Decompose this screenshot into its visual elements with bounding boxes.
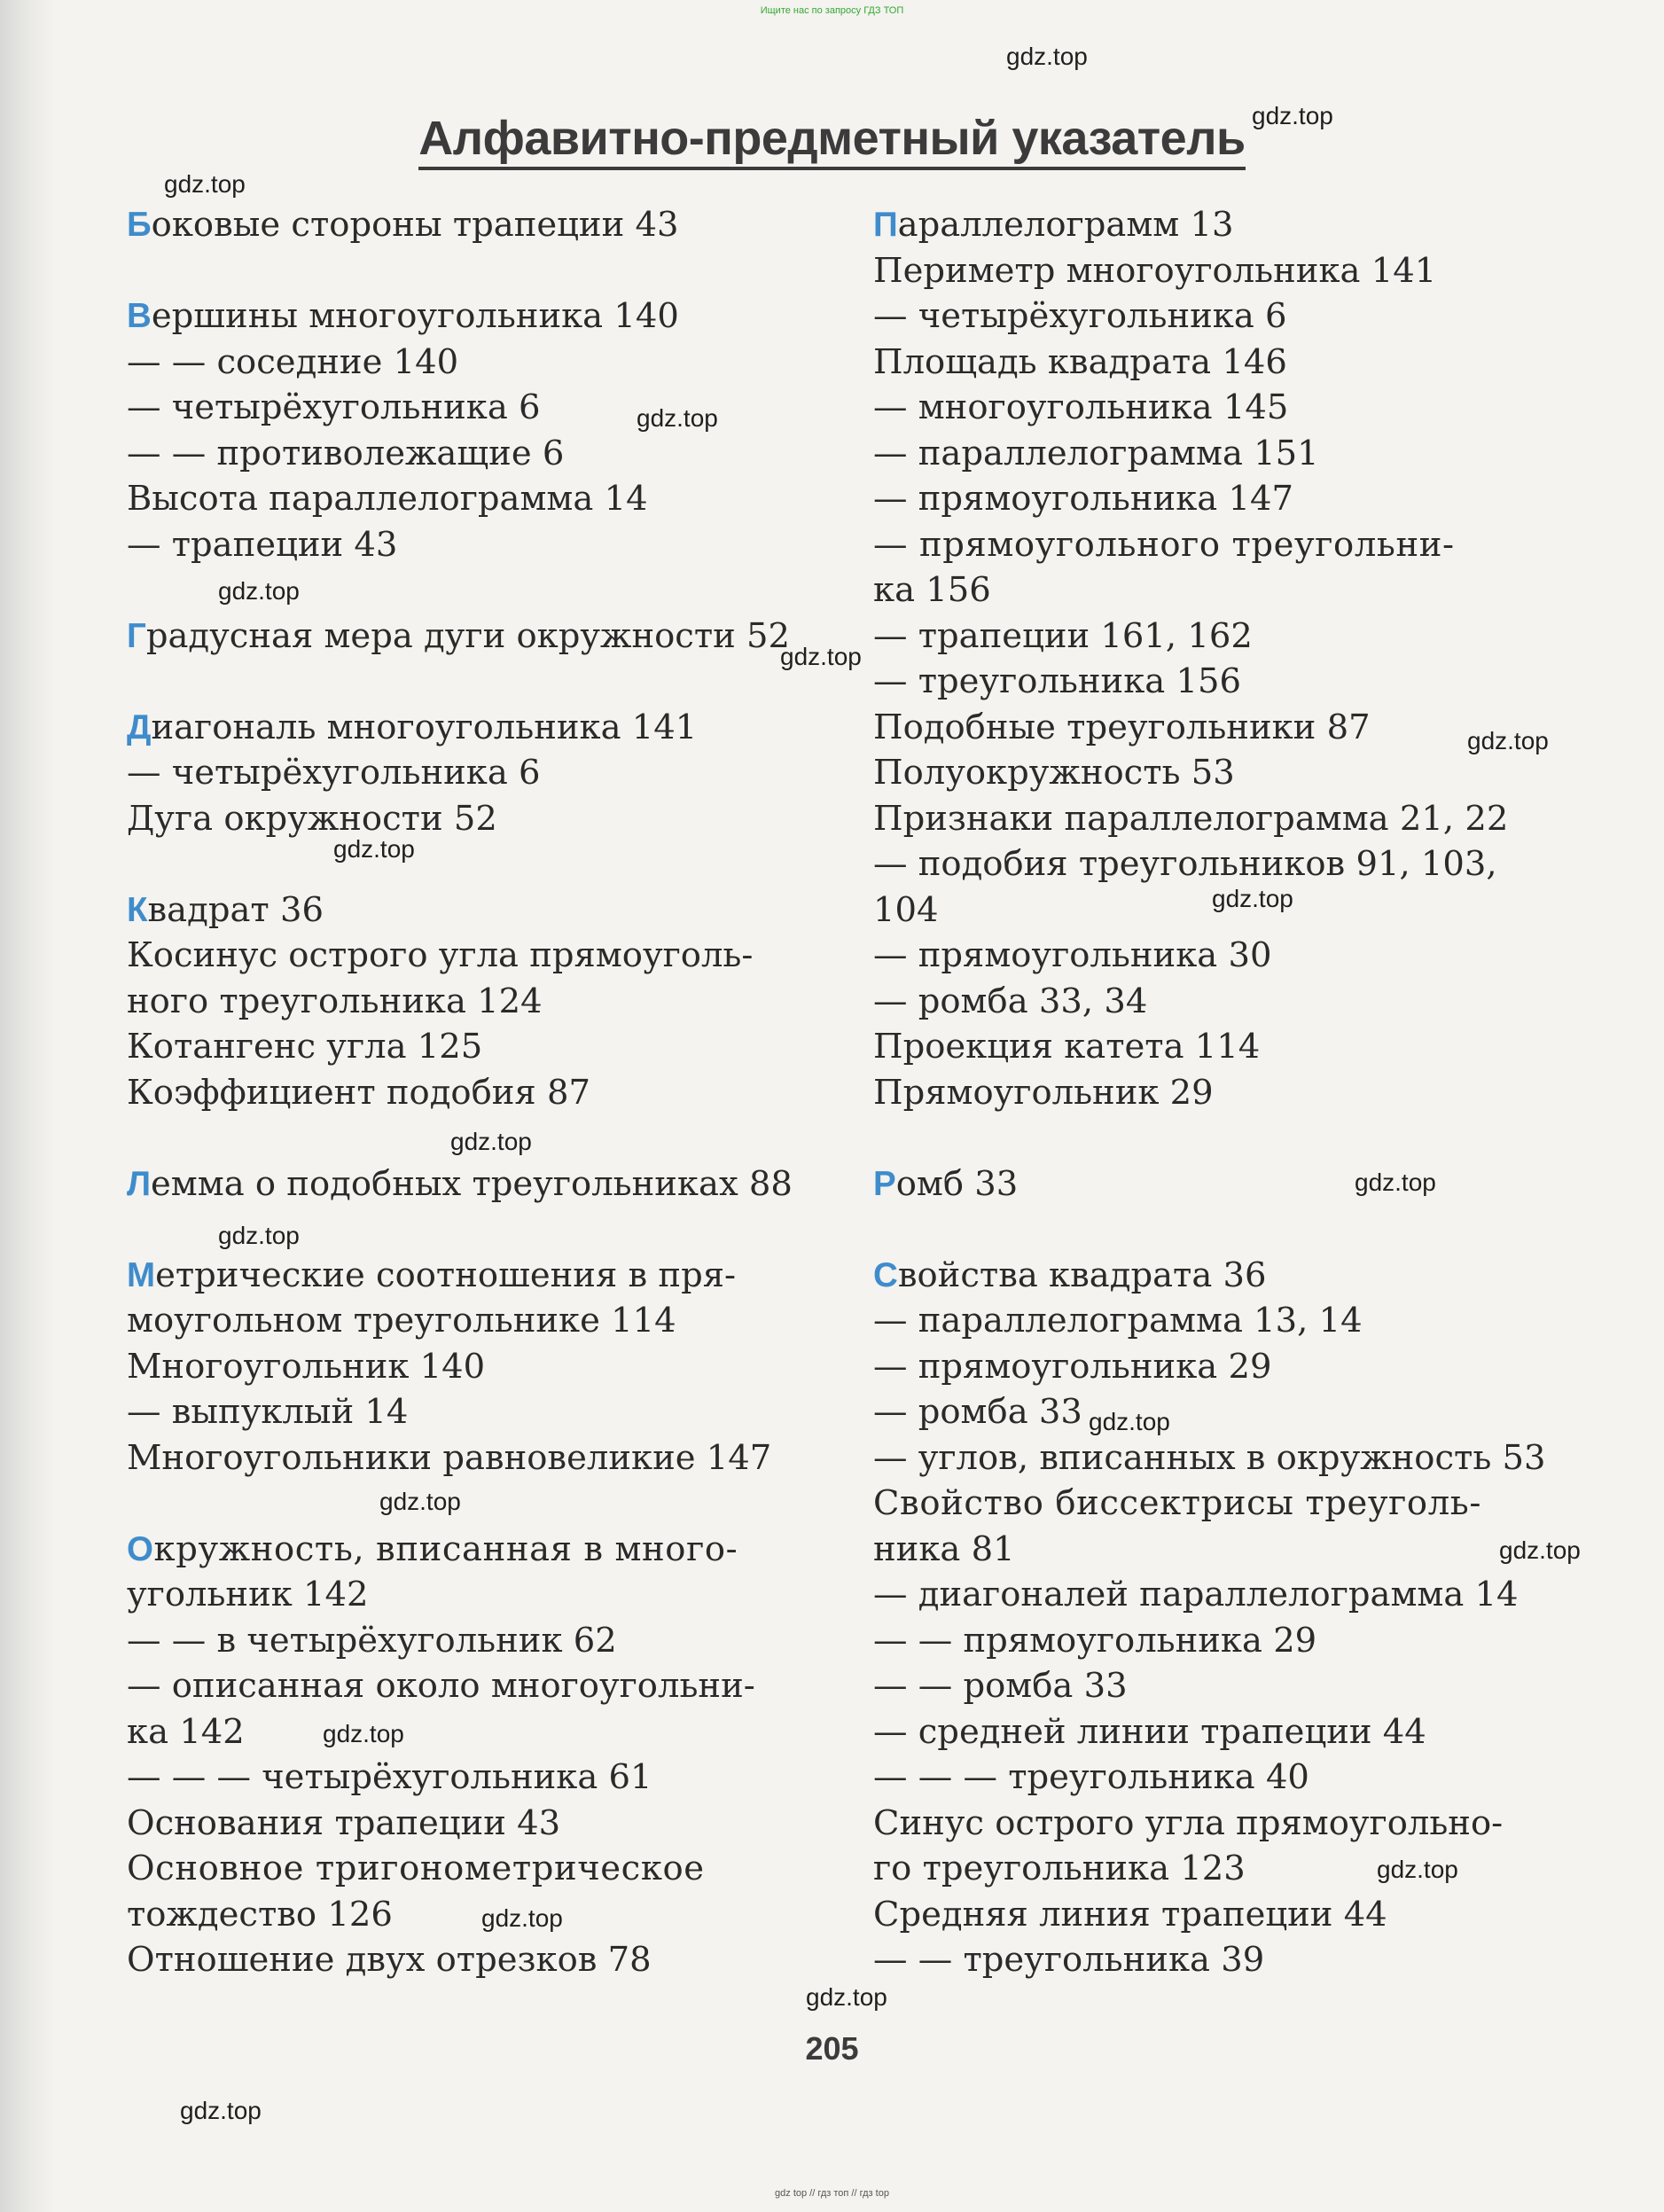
- index-entry: — — прямоугольника 29: [873, 1620, 1317, 1661]
- index-entry: — — — четырёхугольника 61: [127, 1757, 652, 1797]
- index-entry: Основное тригонометрическое: [127, 1849, 705, 1888]
- watermark: gdz.top: [218, 1222, 300, 1249]
- index-entry: ка 156: [873, 570, 991, 610]
- index-entry: — описанная около многоугольни-: [127, 1666, 755, 1706]
- index-entry: — четырёхугольника 6: [127, 387, 541, 427]
- index-entry: Синус острого угла прямоугольно-: [873, 1802, 1504, 1843]
- index-entry: — — в четырёхугольник 62: [127, 1620, 617, 1661]
- index-entry: [127, 293, 765, 340]
- index-entry: ника 81: [873, 1528, 1015, 1569]
- section-initial-letter: В: [127, 297, 152, 335]
- index-entry: [127, 202, 765, 248]
- index-entry: — параллелограмма 151: [873, 433, 1319, 473]
- index-entry: Проекция катета 114: [873, 1027, 1261, 1067]
- index-entry: — — противолежащие 6: [127, 433, 565, 473]
- index-entry: — прямоугольника 147: [873, 479, 1293, 519]
- index-entry-text: кружность, вписанная в много-: [153, 1528, 738, 1569]
- watermark: gdz.top: [333, 835, 415, 863]
- index-entry: ка 142: [127, 1711, 245, 1752]
- index-entry: [127, 705, 765, 751]
- section-initial-letter: Б: [127, 206, 152, 244]
- section-gap: [127, 1115, 765, 1161]
- index-entry: Коэффициент подобия 87: [127, 1072, 590, 1113]
- index-entry-text: ершины многоугольника 140: [151, 296, 679, 336]
- watermark: gdz.top: [1252, 102, 1333, 129]
- index-entry: — прямоугольника 29: [873, 1346, 1272, 1387]
- index-entry: Признаки параллелограмма 21, 22: [873, 798, 1509, 839]
- watermark: gdz.top: [450, 1128, 532, 1155]
- index-entry: Отношение двух отрезков 78: [127, 1940, 652, 1980]
- index-entry: — — — треугольника 40: [873, 1757, 1309, 1797]
- index-entry: [127, 614, 791, 660]
- watermark: gdz.top: [481, 1904, 563, 1932]
- index-entry: Основания трапеции 43: [127, 1802, 561, 1843]
- index-entry: [873, 1253, 1520, 1299]
- index-entry: тождество 126: [127, 1894, 393, 1935]
- index-entry: — четырёхугольника 6: [127, 753, 541, 793]
- index-entry: Прямоугольник 29: [873, 1072, 1214, 1113]
- index-entry-text: радусная мера дуги окружности 52: [145, 615, 791, 656]
- index-entry: — прямоугольника 30: [873, 935, 1272, 975]
- page-number: 205: [805, 2030, 859, 2067]
- watermark: gdz.top: [1212, 885, 1293, 912]
- index-entry: Периметр многоугольника 141: [873, 250, 1437, 291]
- index-entry: — диагоналей параллелограмма 14: [873, 1575, 1519, 1614]
- index-entry: — трапеции 161, 162: [873, 615, 1253, 656]
- section-gap: [127, 659, 765, 705]
- index-entry: — многоугольника 145: [873, 387, 1289, 427]
- index-entry: Дуга окружности 52: [127, 798, 497, 839]
- watermark: gdz.top: [323, 1720, 404, 1747]
- index-entry-text: емма о подобных треугольниках 88: [151, 1163, 793, 1204]
- index-entry: — углов, вписанных в окружность 53: [873, 1437, 1546, 1478]
- section-initial-letter: Л: [127, 1164, 152, 1203]
- index-entry: — прямоугольного треугольни-: [873, 524, 1455, 565]
- page-title: [0, 111, 1664, 166]
- index-entry: Многоугольники равновеликие 147: [127, 1437, 772, 1478]
- index-entry: Котангенс угла 125: [127, 1027, 483, 1067]
- index-entry: [127, 887, 765, 934]
- page-title-text: Алфавитно-предметный указатель: [418, 112, 1245, 170]
- index-entry: Многоугольник 140: [127, 1346, 486, 1387]
- index-entry: ного треугольника 124: [127, 981, 543, 1021]
- section-initial-letter: О: [127, 1529, 154, 1568]
- header-banner: Ищите нас по запросу ГДЗ ТОП: [760, 5, 904, 16]
- section-gap: [127, 248, 765, 294]
- index-entry-text: иагональ многоугольника 141: [151, 707, 698, 747]
- index-entry: Свойство биссектрисы треуголь-: [873, 1483, 1481, 1523]
- index-entry-text: войства квадрата 36: [897, 1255, 1267, 1295]
- index-entry: — подобия треугольников 91, 103,: [873, 844, 1497, 884]
- section-initial-letter: С: [873, 1255, 898, 1294]
- index-entry: угольник 142: [127, 1575, 369, 1614]
- index-entry-text: оковые стороны трапеции 43: [151, 205, 679, 245]
- section-initial-letter: Г: [127, 616, 146, 655]
- watermark: gdz.top: [1089, 1408, 1170, 1435]
- index-entry: — треугольника 156: [873, 661, 1241, 701]
- index-entry: Полуокружность 53: [873, 753, 1235, 793]
- book-spine-shadow: [0, 0, 55, 2212]
- section-gap: [127, 841, 765, 887]
- index-entry-text: омб 33: [895, 1163, 1019, 1204]
- index-entry: — выпуклый 14: [127, 1392, 409, 1432]
- index-entry: — ромба 33: [873, 1392, 1082, 1432]
- index-entry: — — ромба 33: [873, 1666, 1128, 1706]
- index-entry: 104: [873, 889, 939, 930]
- watermark: gdz.top: [1499, 1536, 1581, 1564]
- index-entry: Подобные треугольники 87: [873, 707, 1371, 747]
- index-entry: — трапеции 43: [127, 524, 398, 565]
- index-entry: [127, 1253, 765, 1299]
- index-entry: [873, 202, 1520, 248]
- watermark: gdz.top: [218, 577, 300, 605]
- index-entry: [127, 1527, 765, 1573]
- watermark: gdz.top: [379, 1488, 461, 1515]
- watermark: gdz.top: [1467, 727, 1549, 754]
- index-entry: Средняя линия трапеции 44: [873, 1894, 1387, 1935]
- index-entry: — средней линии трапеции 44: [873, 1711, 1426, 1752]
- index-entry: Высота параллелограмма 14: [127, 479, 648, 519]
- index-entry-text: етрические соотношения в пря-: [155, 1255, 737, 1295]
- index-entry: Площадь квадрата 146: [873, 341, 1287, 382]
- section-initial-letter: М: [127, 1255, 156, 1294]
- watermark: gdz.top: [164, 170, 246, 198]
- index-left-column: [127, 202, 793, 1983]
- index-entry: го треугольника 123: [873, 1849, 1246, 1888]
- watermark: gdz.top: [1377, 1856, 1458, 1883]
- index-entry: [127, 1161, 793, 1208]
- index-entry: — параллелограмма 13, 14: [873, 1301, 1363, 1340]
- section-initial-letter: К: [127, 890, 148, 929]
- watermark: gdz.top: [637, 404, 718, 432]
- index-entry: — — соседние 140: [127, 341, 459, 382]
- index-entry: — четырёхугольника 6: [873, 296, 1287, 336]
- watermark: gdz.top: [1355, 1169, 1436, 1196]
- section-initial-letter: П: [873, 206, 898, 244]
- index-entry-text: араллелограмм 13: [897, 205, 1234, 245]
- index-entry: моугольном треугольнике 114: [127, 1301, 676, 1340]
- index-entry: — ромба 33, 34: [873, 981, 1148, 1021]
- watermark: gdz.top: [806, 1983, 887, 2011]
- section-initial-letter: Д: [127, 707, 152, 746]
- watermark: gdz.top: [180, 2097, 262, 2124]
- watermark: gdz.top: [780, 643, 862, 670]
- index-entry-text: вадрат 36: [147, 889, 324, 930]
- index-entry: — — треугольника 39: [873, 1940, 1265, 1980]
- section-gap: [873, 1207, 1520, 1253]
- watermark: gdz.top: [1006, 43, 1088, 70]
- index-entry: Косинус острого угла прямоуголь-: [127, 935, 754, 975]
- footer-banner: gdz top // гдз топ // гдз top: [775, 2188, 889, 2199]
- section-gap: [873, 1115, 1520, 1161]
- section-initial-letter: Р: [873, 1164, 896, 1203]
